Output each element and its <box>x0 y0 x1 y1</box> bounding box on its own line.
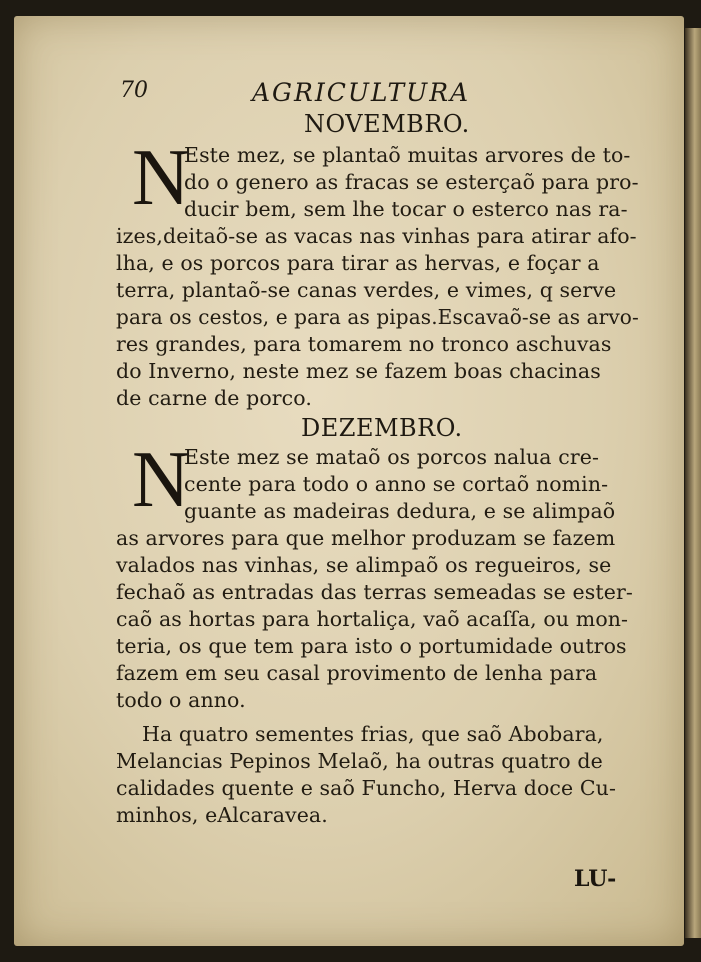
text-line: Este mez, se plantaõ muitas arvores de to- <box>184 143 631 167</box>
text-line: lha, e os porcos para tirar as hervas, e foçar a <box>116 251 600 275</box>
section-title-november: NOVEMBRO. <box>304 110 470 138</box>
page-number: 70 <box>120 78 148 103</box>
text-line: para os cestos, e para as pipas.Escavaõ-se as arvo- <box>116 305 639 329</box>
drop-cap-november: N <box>132 134 190 222</box>
text-line: res grandes, para tomarem no tronco aschuvas <box>116 332 612 356</box>
text-line: guante as madeiras dedura, e se alimpaõ <box>184 499 616 523</box>
text-line: Este mez se mataõ os porcos nalua cre- <box>184 445 599 469</box>
text-line: caõ as hortas para hortaliça, vaõ acaſſa, ou mon- <box>116 607 629 631</box>
text-line: terra, plantaõ-se canas verdes, e vimes, q serve <box>116 278 617 302</box>
text-line: cente para todo o anno se cortaõ nomin- <box>184 472 609 496</box>
text-line: minhos, eAlcaravea. <box>116 803 328 827</box>
text-line: do o genero as fracas se esterçaõ para pro- <box>184 170 639 194</box>
text-line: todo o anno. <box>116 688 246 712</box>
text-line: Melancias Pepinos Melaõ, ha outras quatro de <box>116 749 603 773</box>
text-line: Ha quatro sementes frias, que saõ Abobara, <box>142 722 604 746</box>
text-line: ducir bem, sem lhe tocar o esterco nas ra- <box>184 197 628 221</box>
catchword: LU- <box>574 866 617 892</box>
running-head: AGRICULTURA <box>252 78 471 107</box>
text-line: do Inverno, neste mez se fazem boas chacinas <box>116 359 601 383</box>
text-line: as arvores para que melhor produzam se fazem <box>116 526 616 550</box>
text-line: valados nas vinhas, se alimpaõ os regueiros, se <box>116 553 612 577</box>
text-line: fechaõ as entradas das terras semeadas se ester- <box>116 580 633 604</box>
section-title-december: DEZEMBRO. <box>301 414 463 442</box>
text-line: de carne de porco. <box>116 386 312 410</box>
page-edge <box>685 28 701 938</box>
text-line: fazem em seu casal provimento de lenha para <box>116 661 598 685</box>
book-page <box>14 16 684 946</box>
text-line: izes,deitaõ-se as vacas nas vinhas para atirar afo- <box>116 224 637 248</box>
text-line: calidades quente e saõ Funcho, Herva doce Cu- <box>116 776 616 800</box>
drop-cap-december: N <box>132 436 190 524</box>
text-line: teria, os que tem para isto o portumidade outros <box>116 634 627 658</box>
